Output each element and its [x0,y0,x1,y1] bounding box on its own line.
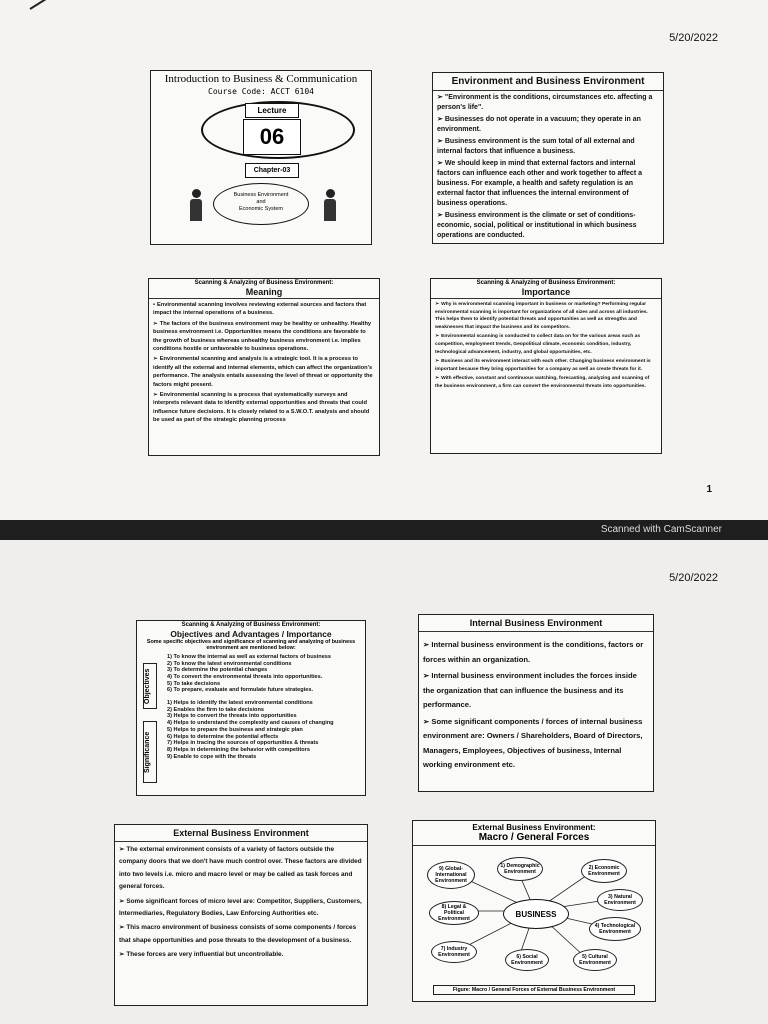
bullet-item: • Environmental scanning involves reviewing external sources and factors that impact the internal operations of a business. [153,302,367,317]
list-item: 9) Enable to cope with the threats [167,753,257,760]
meaning-supertitle: Scanning & Analyzing of Business Environment: [194,280,334,286]
importance-title: Importance [431,287,661,299]
business-center-node: BUSINESS [503,899,569,929]
objectives-label: Objectives [143,663,157,709]
meaning-title: Meaning [149,287,379,299]
objectives-intro: Some specific objectives and significance of scanning and analyzing of business environment are mentioned below: [146,639,356,652]
importance-slide [430,278,662,454]
page-date: 5/20/2022 [669,32,718,44]
forces-title-line-1: External Business Environment: [472,823,596,832]
bullet-item: ➢ We should keep in mind that external factors and internal factors can influence each other and work together to affect a business. For example, a health and safety regulation is an external factor that influences the internal environment of business operations. [437,160,642,207]
bullet-item: ➢ Business environment is the climate or set of conditions- economic, social, political or institutional in which business operations are conducted. [437,212,637,239]
topic-line-3: Economic System [238,206,283,212]
environment-slide [432,72,664,244]
page-date: 5/20/2022 [669,572,718,584]
demographic-node: 1) Demographic Environment [497,857,543,881]
list-item: 6) To prepare, evaluate and formulate future strategies. [167,687,313,694]
list-item: 5) Helps to prepare the business and strategic plan [167,726,303,733]
macro-forces-slide [412,820,656,1002]
environment-slide-title: Environment and Business Environment [433,73,663,91]
bullet-item: ➢ Internal business environment includes the forces inside the organization that can influence the business and its performance. [423,671,637,709]
topic-line-1: Business Environment [233,192,289,198]
bullet-item: ➢ Why is environmental scanning important in business or marketing? Performing regular environmental scanning is important for organizations of all sizes and across all industries. This helps them to identify potential threats and opportunities as well as strengths and weaknesses that impact the business and its competitors. [435,302,648,330]
topic-line-2: and [256,199,266,205]
external-bullets [115,842,367,966]
forces-title-line-2: Macro / General Forces [478,832,590,843]
significance-label: Significance [143,721,157,783]
bullet-item: ➢ Internal business environment is the conditions, factors or forces within an organization. [423,640,644,664]
lecture-title-slide [150,70,372,245]
internal-slide [418,614,654,792]
environment-bullets [433,91,663,244]
lecture-course-code: Course Code: ACCT 6104 [208,87,314,96]
bullet-item: ➢ This macro environment of business consists of some components / forces that shape opportunities and pose threats to the development of a business. [119,924,357,944]
scanned-page-2 [0,540,768,1024]
external-slide-title: External Business Environment [115,825,367,842]
bullet-item: ➢ Some significant components / forces of internal business environment are: Owners / Shareholders, Board of Directors, Managers, Employees, Objectives of business, Internal working environment etc. [423,716,643,769]
chapter-box: Chapter-03 [245,163,299,178]
forces-figure-caption: Figure: Macro / General Forces of External Business Environment [433,985,635,995]
bullet-item: ➢ The factors of the business environment may be healthy or unhealthy. Healthy business environment i.e. Opportunities means the conditions are favorable to the growth of business whereas unhealthy business environment i.e. implies conditions hostile or unfavorable to business operations. [153,320,372,353]
bullet-item: ➢ With effective, constant and continuous watching, forecasting, analyzing and scanning of the business environment, a firm can convert the environmental threats into opportunities. [435,376,650,389]
importance-bullets [431,299,661,395]
list-item: 6) Helps to determine the potential effects [167,733,279,740]
internal-slide-title: Internal Business Environment [419,615,653,632]
lecture-label-box: Lecture [245,103,299,118]
bullet-item: ➢ Environmental scanning is conducted to collect data on for the various areas such as competition, employment trends, Geopolitical climate, economic condition, industry, technological advancement, industry, and global opportunities, etc. [435,334,641,355]
objectives-slide [136,620,366,796]
cultural-node: 5) Cultural Environment [573,949,617,971]
economic-node: 2) Economic Environment [581,859,627,883]
internal-bullets [419,632,653,777]
bullet-item: ➢ The external environment consists of a variety of factors outside the company doors that we don't have much control over. These factors are divided into two levels i.e. micro and macro level or may be called as task forces and general forces. [119,846,362,891]
list-item: 5) To take decisions [167,680,221,687]
objectives-title: Objectives and Advantages / Importance [170,629,332,639]
meaning-slide [148,278,380,456]
technological-node: 4) Technological Environment [589,917,641,941]
importance-supertitle: Scanning & Analyzing of Business Environment: [476,280,616,286]
industry-node: 7) Industry Environment [431,941,477,963]
bullet-item: ➢ Some significant forces of micro level are: Competitor, Suppliers, Customers, Intermediaries, Regulatory Bodies, Law Enforcing Authorities etc. [119,897,362,918]
natural-node: 3) Natural Environment [597,889,643,911]
legal-political-node: 8) Legal & Political Environment [429,901,479,925]
bullet-item: ➢ These forces are very influential but uncontrollable. [119,951,284,959]
page-number: 1 [706,484,712,495]
bullet-item: ➢ Environmental scanning and analysis is a strategic tool. It is a process to identify all the external and internal elements, which can affect the organization's performance. The analysis entails assessing the level of threat or opportunity the factors might present. [153,356,373,388]
social-node: 6) Social Environment [505,949,549,971]
pen-mark [29,0,67,10]
global-node: 9) Global-International Environment [427,861,475,889]
list-item: 2) To know the latest environmental conditions [167,660,292,667]
lecture-course-title: Introduction to Business & Communication [164,73,358,85]
list-item: 3) To determine the potential changes [167,667,268,674]
list-item: 4) To convert the environmental threats into opportunities. [167,673,323,680]
external-slide [114,824,368,1006]
bullet-item: ➢ Environmental scanning is a process that systematically surveys and interprets relevant data to identify external opportunities and threats that could influence future decisions. It is closely related to a S.W.O.T. analysis and should be used as part of the strategic planning process [153,392,370,424]
list-item: 3) Helps to convert the threats into opportunities [167,713,297,720]
list-item: 4) Helps to understand the complexity and causes of changing [167,720,334,727]
meaning-bullets [149,299,379,429]
person-figure-left [189,189,203,221]
bullet-item: ➢ Business and its environment interact with each other. Changing business environment is important because they bring opportunities for a company as well as create threats for it. [435,359,651,372]
list-item: 8) Helps in determining the behavior with competitors [167,746,310,753]
objectives-supertitle: Scanning & Analyzing of Business Environment: [181,622,321,628]
list-item: 1) Helps to identify the latest environmental conditions [167,700,313,707]
bullet-item: ➢ "Environment is the conditions, circumstances etc. affecting a person's life". [437,94,653,111]
list-item: 1) To know the internal as well as external factors of business [167,653,332,660]
objectives-list [137,654,365,694]
bullet-item: ➢ Businesses do not operate in a vacuum; they operate in an environment. [437,116,641,133]
scanner-watermark: Scanned with CamScanner [600,524,722,535]
topic-oval [213,183,309,225]
list-item: 2) Enables the firm to take decisions [167,706,264,713]
lecture-number-box: 06 [243,119,301,155]
bullet-item: ➢ Business environment is the sum total of all external and internal factors that influence a business. [437,138,635,155]
person-figure-right [323,189,337,221]
significance-list [137,700,365,760]
list-item: 7) Helps in tracing the sources of opportunities & threats [167,740,319,747]
